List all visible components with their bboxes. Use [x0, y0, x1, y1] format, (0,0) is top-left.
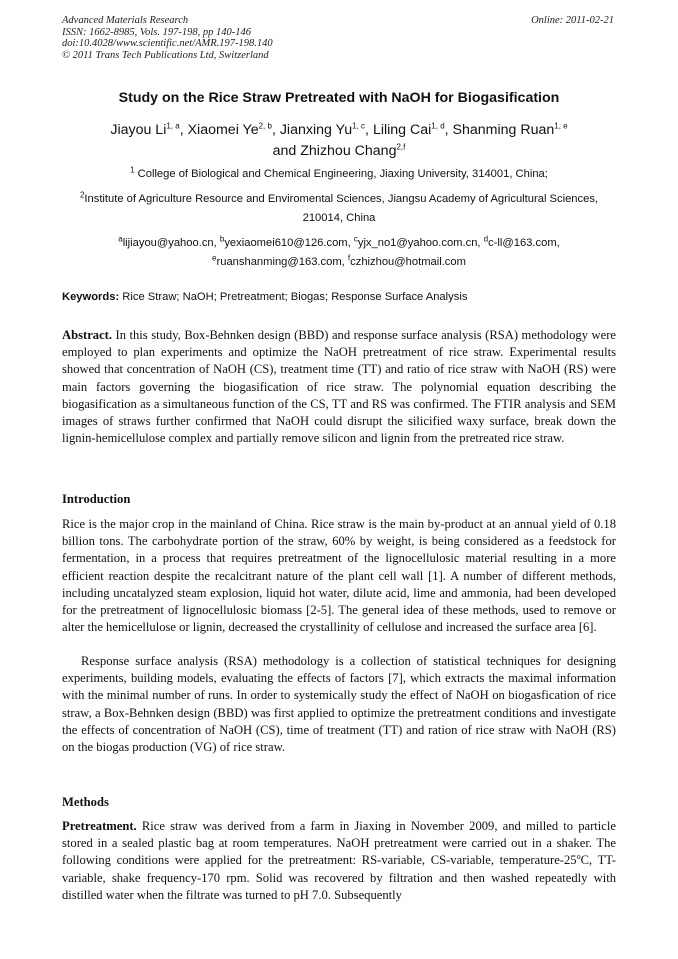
section-heading-introduction: Introduction [62, 492, 131, 506]
email: yexiaomei610@126.com, [224, 237, 354, 249]
email: lijiayou@yahoo.cn, [122, 237, 220, 249]
author: Shanming Ruan$^{1, e}$ [452, 121, 568, 138]
author: Liling Cai$^{1, d}$, [372, 121, 453, 138]
email: ruanshanming@163.com, [216, 256, 348, 268]
author-list [40, 120, 638, 162]
email: yjx_no1@yahoo.com.cn, [357, 237, 484, 249]
journal-name: Advanced Materials Research [62, 15, 189, 26]
author: Jiayou Li$^{1, a}$, [110, 121, 188, 138]
intro-paragraph-2: Response surface analysis (RSA) methodology is a collection of statistical techniques for designing experiments, building models, evaluating the effects of factors [7], which extracts the maximal information with the minimal number of runs. In order to systemically study the effect of NaOH on biogasfication of rice straw, a Box-Behnken design (BBD) was first applied to optimize the pretreatment conditions and investigate the effects of concentration of NaOH (CS), time of treatment (TT) and ration of rice straw with NaOH (RS) on the biogas production (VG) of rice straw. [62, 654, 616, 755]
keywords-text: Rice Straw; NaOH; Pretreatment; Biogas; Response Surface Analysis [119, 291, 468, 303]
email: c-ll@163.com, [488, 237, 560, 249]
pretreatment-label: Pretreatment. [62, 819, 137, 833]
author: Jianxing Yu$^{1, c}$, [279, 121, 373, 138]
methods-paragraph: Pretreatment. Rice straw was derived from a farm in Jiaxing in November 2009, and milled to particle stored in a sealed plastic bag at room temperatures. NaOH pretreatment were carried out in a shaker. The following conditions were applied for the pretreatment: RS-variable, CS-variable, temperature-25$^o$C, TT-variable, shake frequency-170 rpm. Solid was recovered by filtration and then washed repeatedly with distilled water when the filtrate was turned to pH 7.0. Subsequently [62, 819, 616, 902]
email: czhizhou@hotmail.com [350, 256, 466, 268]
section-heading-methods: Methods [62, 795, 109, 809]
keywords-label: Keywords: [62, 291, 120, 303]
online-date: Online: 2011-02-21 [531, 15, 614, 26]
author: Xiaomei Ye$^{2, b}$, [187, 121, 280, 138]
copyright-line: © 2011 Trans Tech Publications Ltd, Switzerland [62, 49, 269, 61]
abstract [62, 327, 616, 447]
email-list: $^a$lijiayou@yahoo.cn, $^b$yexiaomei610@126.com, $^c$yjx_no1@yahoo.com.cn, $^d$c-ll@163.com, $^e$ruanshanming@163.com, $^f$czhizhou@hotmail.com [118, 234, 560, 268]
issn-line: ISSN: 1662-8985, Vols. 197-198, pp 140-146 [62, 26, 251, 38]
keywords [62, 291, 616, 303]
intro-paragraph-1: Rice is the major crop in the mainland of China. Rice straw is the main by-product at an annual yield of 0.18 billion tons. The carbohydrate portion of the straw, 60% by weight, is being considered as a feedstock for fermentation, in a process that requires pretreatment of the lignocellulosic material resulting in a more efficient reaction despite the recalcitrant nature of the plant cell wall [1]. A number of different methods, including uncatalyzed steam explosion, liquid hot water, dilute acid, lime and ammonia, had been developed for the pretreatment of lignocellulosic biomass [2-5]. The general idea of these methods, used to remove or alter the hemicellulose or lignin, decreased the crystallinity of cellulose and increased the surface area [6]. [62, 517, 616, 635]
paper-title: Study on the Rice Straw Pretreated with NaOH for Biogasification [118, 90, 560, 106]
affiliation-1: $^1$ College of Biological and Chemical Engineering, Jiaxing University, 314001, China; [130, 165, 548, 180]
doi-line: doi:10.4028/www.scientific.net/AMR.197-198.140 [62, 38, 273, 49]
abstract-text: In this study, Box-Behnken design (BBD) and response surface analysis (RSA) methodology were employed to plan experiments and optimize the NaOH pretreatment of rice straw. Experimental results showed that concentration of NaOH (CS), treatment time (TT) and ratio of rice straw with NaOH (RS) were main factors governing the biogasification of rice straw. The polynomial equation describing the biogasification as a simultaneous function of the CS, TT and RS was confirmed. The FTIR analysis and SEM images of straws further confirmed that NaOH could disrupt the silicified waxy surface, break down the lignin-hemicellulose complex and partially remove silicon and lignin from the pretreated rice straw. [62, 328, 616, 446]
abstract-label: Abstract. [62, 328, 113, 342]
author: and Zhizhou Chang$^{2,f}$ [272, 142, 406, 159]
journal-header [62, 15, 273, 61]
affiliation-2: $^2$Institute of Agriculture Resource and Enviromental Sciences, Jiangsu Academy of Agricultural Sciences, 210014, China [79, 190, 599, 224]
